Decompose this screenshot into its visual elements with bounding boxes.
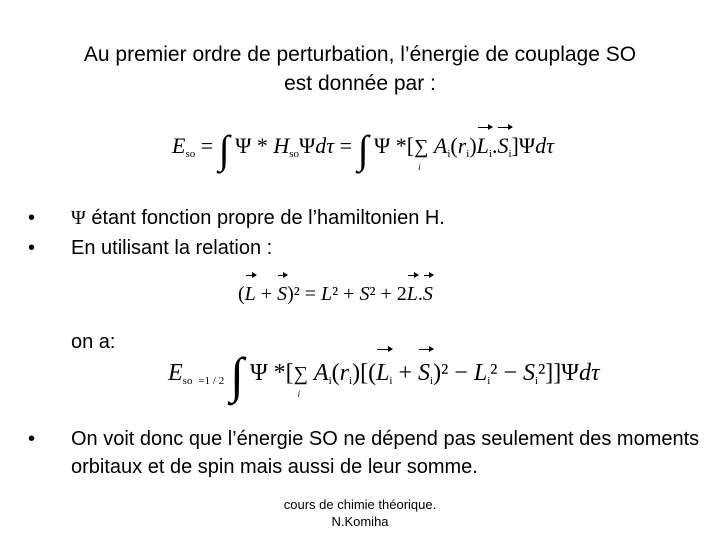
math-subscript: i [349, 375, 353, 387]
math-operator: = [339, 133, 353, 158]
intro-text [20, 40, 700, 98]
vector-arrow-icon [418, 348, 433, 406]
vector-arrow-icon [376, 348, 392, 406]
math-bracket: ( [368, 360, 377, 386]
math-symbol: L [476, 133, 489, 158]
math-symbol: Ψ [71, 207, 86, 229]
math-symbol: E [172, 133, 186, 158]
equation-eso-definition: $E_{so}$ = ∫ Ψ * $H_{so}\Psi d\tau$ = ∫ Ψ *[∑ i $A_i(r_i)L_i.S_i]\Psi d\tau$ [172, 126, 554, 174]
integral-icon: ∫ [230, 347, 244, 403]
equation-eso-result [168, 348, 600, 406]
intro-line-2: est donnée par : [284, 72, 436, 95]
math-operator: * [256, 133, 268, 158]
math-operator: . [417, 283, 423, 305]
vector-arrow-icon [477, 126, 492, 174]
summation-icon [414, 127, 429, 172]
math-exponent: ² [332, 283, 339, 305]
bullet-icon: • [28, 207, 36, 229]
math-bracket: ] [553, 360, 562, 386]
math-symbol: τ [591, 360, 600, 386]
footer-author: N.Komiha [331, 514, 389, 529]
equation-relation [238, 274, 433, 314]
math-number: 2 [396, 283, 407, 305]
intro-line-1: Au premier ordre de perturbation, l’énergie de couplage SO [83, 43, 637, 66]
math-subscript: i [488, 148, 492, 160]
math-symbol: L [244, 283, 256, 305]
vector-arrow-icon [277, 274, 287, 314]
math-symbol: L [406, 283, 418, 305]
math-subscript: so [185, 148, 196, 160]
math-operator: + [343, 283, 355, 305]
math-bracket: ) [433, 360, 442, 386]
footer-course: cours de chimie théorique. [283, 497, 437, 512]
math-exponent: ² [490, 360, 498, 386]
math-exponent: ² [293, 283, 300, 305]
math-operator: = [304, 283, 317, 305]
math-symbol: L [376, 360, 390, 386]
math-symbol: τ [326, 133, 335, 158]
math-operator: = [198, 375, 205, 387]
integral-icon: ∫ [218, 127, 230, 172]
math-operator: + [380, 283, 392, 305]
math-symbol: r [457, 133, 467, 158]
math-bracket: ] [511, 133, 519, 158]
math-operator: + [260, 283, 273, 305]
math-symbol: ∑ [293, 363, 308, 385]
math-subscript: i [535, 375, 539, 387]
math-symbol: S [418, 360, 431, 386]
math-operator: * [273, 360, 286, 386]
math-symbol: S [422, 283, 433, 305]
math-bracket: ] [545, 360, 554, 386]
math-subscript: so [182, 375, 193, 387]
math-symbol: L [321, 283, 333, 305]
math-symbol: τ [546, 133, 554, 158]
math-subscript: i [508, 148, 512, 160]
math-symbol: d [535, 133, 547, 158]
math-bracket: ) [469, 133, 477, 158]
math-subscript: i [328, 375, 332, 387]
math-subscript: i [297, 389, 301, 399]
math-subscript: i [466, 148, 470, 160]
math-operator: − [503, 360, 518, 386]
math-symbol: Ψ [249, 360, 268, 386]
bullet-text: On voit donc que l’énergie SO ne dépend pas seulement des moments orbitaux et de spin mais aussi de leur somme. [71, 428, 700, 478]
footer [250, 496, 470, 530]
math-symbol: H [273, 133, 290, 158]
math-operator: * [395, 133, 407, 158]
math-subscript: i [389, 375, 393, 387]
math-subscript: i [487, 375, 491, 387]
math-bracket: ( [238, 283, 245, 305]
math-symbol: S [359, 283, 370, 305]
vector-arrow-icon [245, 274, 256, 314]
math-symbol: L [473, 360, 488, 386]
math-symbol: d [315, 133, 327, 158]
math-symbol: r [339, 360, 349, 386]
math-bracket: [ [406, 133, 415, 158]
bullet-text: En utilisant la relation : [71, 237, 273, 259]
math-subscript: i [430, 375, 434, 387]
math-exponent: ² [369, 283, 376, 305]
math-bracket: [ [285, 360, 294, 386]
math-subscript: so [289, 148, 300, 160]
math-exponent: ² [441, 360, 449, 386]
math-symbol: E [168, 360, 183, 386]
math-symbol: Ψ [299, 133, 316, 158]
math-subscript: i [447, 148, 451, 160]
math-symbol: d [579, 360, 591, 386]
math-symbol: Ψ [374, 133, 391, 158]
math-bracket: ) [352, 360, 361, 386]
vector-arrow-icon [407, 274, 418, 314]
math-symbol: A [433, 133, 448, 158]
math-symbol: S [523, 360, 536, 386]
integral-icon: ∫ [357, 127, 369, 172]
bullet-text-content: étant fonction propre de l’hamiltonien H. [85, 207, 445, 229]
bullet-icon: • [28, 428, 36, 450]
math-symbol: Ψ [235, 133, 252, 158]
math-bracket: ( [331, 360, 340, 386]
math-symbol: A [313, 360, 329, 386]
math-bracket: ) [287, 283, 294, 305]
on-a-label: on a: [71, 331, 116, 353]
math-subscript: i [418, 162, 421, 172]
math-operator: = [200, 133, 214, 158]
math-exponent: ² [538, 360, 546, 386]
bullet-text [71, 204, 445, 232]
math-symbol: Ψ [561, 360, 579, 386]
math-symbol: ∑ [414, 136, 429, 158]
math-bracket: [ [360, 360, 369, 386]
vector-arrow-icon [497, 126, 511, 174]
math-symbol: S [497, 133, 509, 158]
math-bracket: ( [450, 133, 458, 158]
math-symbol: Ψ [518, 133, 536, 158]
math-fraction: 1 / 2 [204, 375, 225, 387]
bullet-icon: • [28, 237, 36, 259]
math-operator: + [398, 360, 413, 386]
vector-arrow-icon [423, 274, 433, 314]
math-symbol: S [277, 283, 288, 305]
math-operator: − [454, 360, 468, 386]
summation-icon [294, 349, 308, 399]
